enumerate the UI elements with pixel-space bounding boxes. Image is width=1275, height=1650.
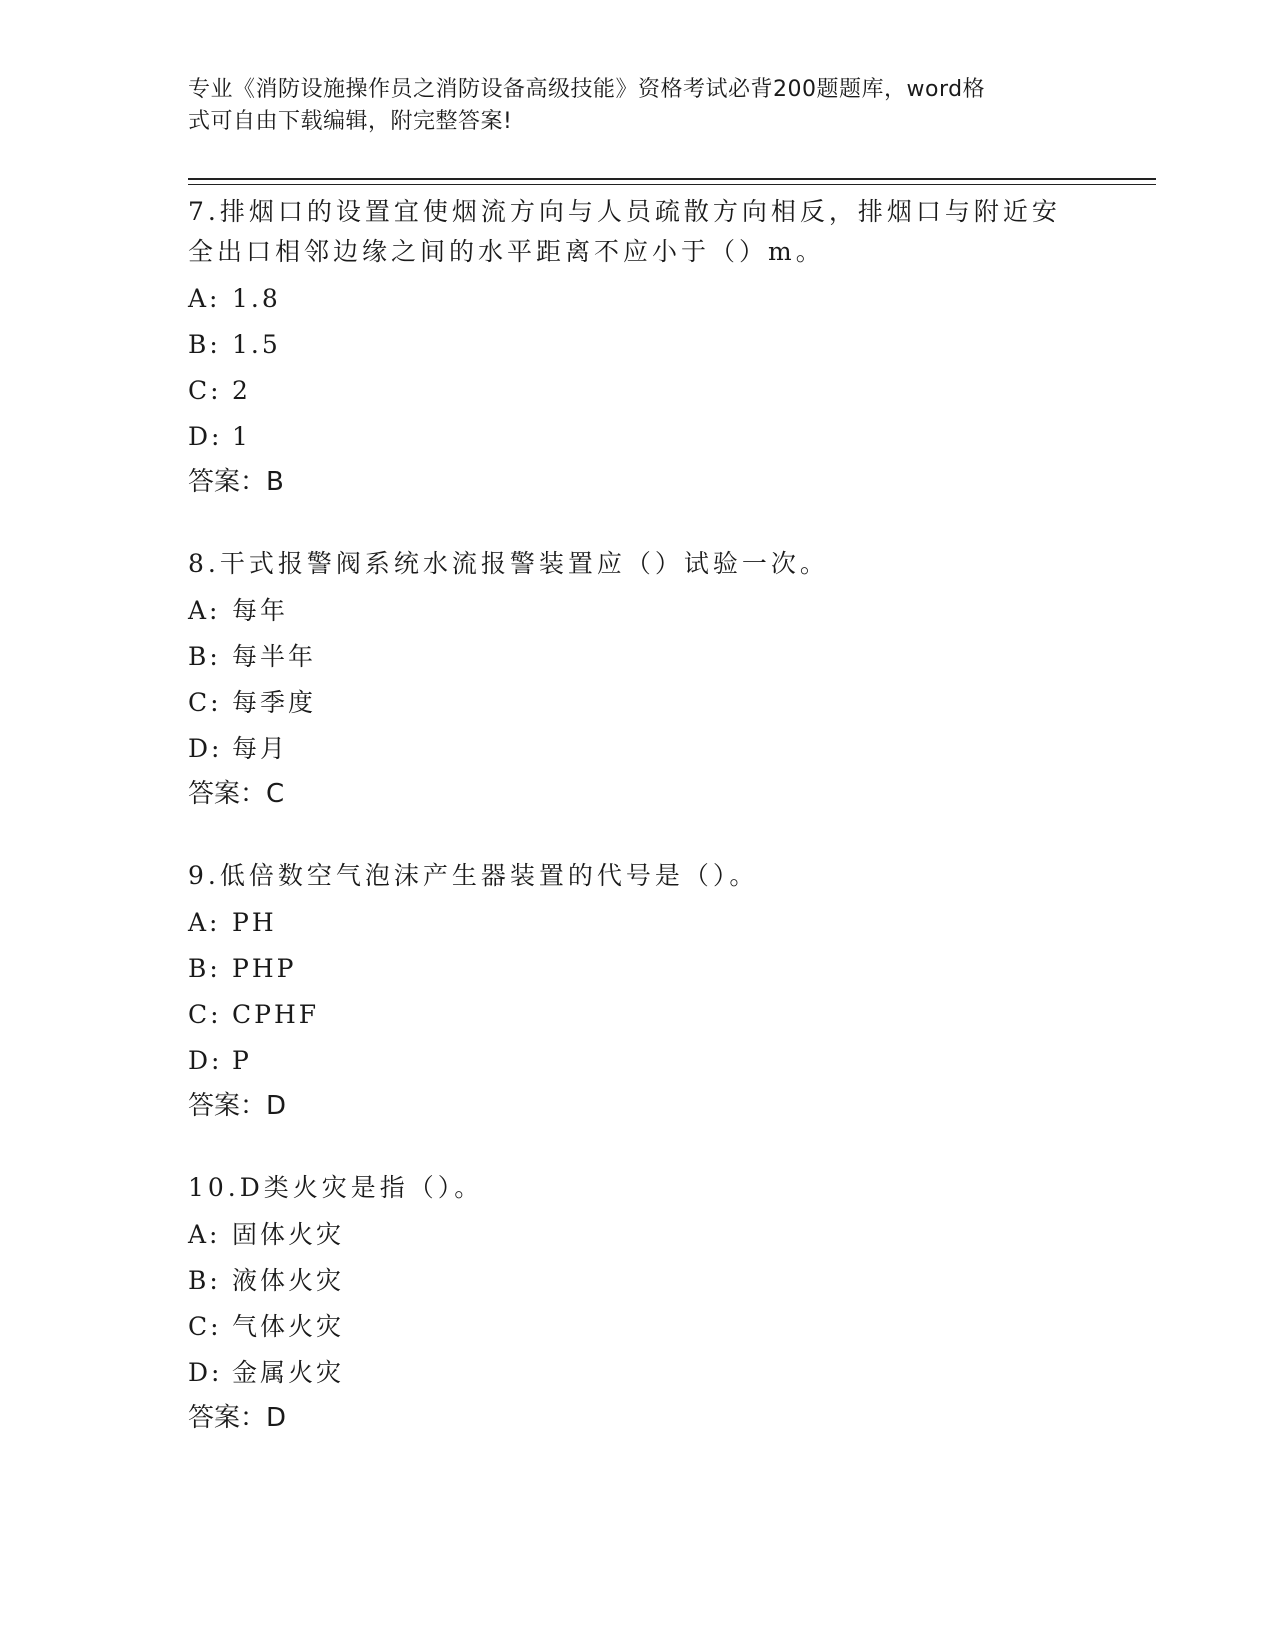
- option-text: 气体火灾: [232, 1312, 345, 1341]
- header-divider-thin: [188, 184, 1156, 185]
- question-9: [188, 856, 1068, 1128]
- option-letter: C:: [188, 376, 222, 405]
- question-text: 9.低倍数空气泡沫产生器装置的代号是（）。: [188, 861, 759, 890]
- option-b: [188, 634, 1068, 680]
- option-d: [188, 1038, 1068, 1084]
- option-text: P: [232, 1046, 252, 1075]
- option-letter: A:: [188, 596, 221, 625]
- question-8: [188, 544, 1068, 816]
- question-list: [188, 192, 1068, 1480]
- question-text: 8.干式报警阀系统水流报警装置应（）试验一次。: [188, 549, 829, 578]
- option-d: [188, 414, 1068, 460]
- header-line-2: 式可自由下载编辑，附完整答案!: [188, 109, 513, 134]
- option-letter: C:: [188, 688, 222, 717]
- option-letter: D:: [188, 1046, 223, 1075]
- option-a: [188, 900, 1068, 946]
- option-letter: B:: [188, 1266, 221, 1295]
- option-text: 每年: [232, 596, 289, 625]
- option-a: [188, 588, 1068, 634]
- option-text: 固体火灾: [232, 1220, 345, 1249]
- option-text: PHP: [232, 954, 297, 983]
- header-divider-thick: [188, 178, 1156, 180]
- option-c: [188, 368, 1068, 414]
- option-text: PH: [232, 908, 277, 937]
- answer-line: 答案：D: [188, 1403, 287, 1433]
- option-c: [188, 680, 1068, 726]
- answer-line: 答案：C: [188, 779, 285, 809]
- option-d: [188, 726, 1068, 772]
- option-a: [188, 276, 1068, 322]
- question-text: 10.D类火灾是指（）。: [188, 1173, 484, 1202]
- document-header: [188, 74, 1068, 138]
- option-letter: C:: [188, 1000, 222, 1029]
- option-text: 1.8: [232, 284, 281, 313]
- question-7: [188, 192, 1068, 504]
- option-text: CPHF: [232, 1000, 320, 1029]
- option-letter: B:: [188, 330, 221, 359]
- option-letter: C:: [188, 1312, 222, 1341]
- answer-line: 答案：D: [188, 1091, 287, 1121]
- option-letter: A:: [188, 284, 221, 313]
- option-text: 金属火灾: [232, 1358, 345, 1387]
- question-10: [188, 1168, 1068, 1440]
- option-text: 2: [232, 376, 251, 405]
- option-text: 1: [232, 422, 251, 451]
- option-letter: D:: [188, 422, 223, 451]
- option-letter: B:: [188, 954, 221, 983]
- header-line-1: 专业《消防设施操作员之消防设备高级技能》资格考试必背200题题库，word格: [188, 77, 986, 102]
- option-b: [188, 1258, 1068, 1304]
- option-a: [188, 1212, 1068, 1258]
- option-b: [188, 322, 1068, 368]
- question-text: 7.排烟口的设置宜使烟流方向与人员疏散方向相反，排烟口与附近安全出口相邻边缘之间的水平距离不应小于（）m。: [188, 197, 1061, 266]
- option-b: [188, 946, 1068, 992]
- option-text: 每季度: [232, 688, 317, 717]
- option-text: 每月: [232, 734, 289, 763]
- option-text: 液体火灾: [232, 1266, 345, 1295]
- option-letter: A:: [188, 908, 221, 937]
- option-letter: A:: [188, 1220, 221, 1249]
- answer-line: 答案：B: [188, 467, 284, 497]
- option-c: [188, 992, 1068, 1038]
- option-letter: B:: [188, 642, 221, 671]
- option-d: [188, 1350, 1068, 1396]
- option-c: [188, 1304, 1068, 1350]
- option-text: 1.5: [232, 330, 281, 359]
- option-letter: D:: [188, 1358, 223, 1387]
- option-text: 每半年: [232, 642, 317, 671]
- option-letter: D:: [188, 734, 223, 763]
